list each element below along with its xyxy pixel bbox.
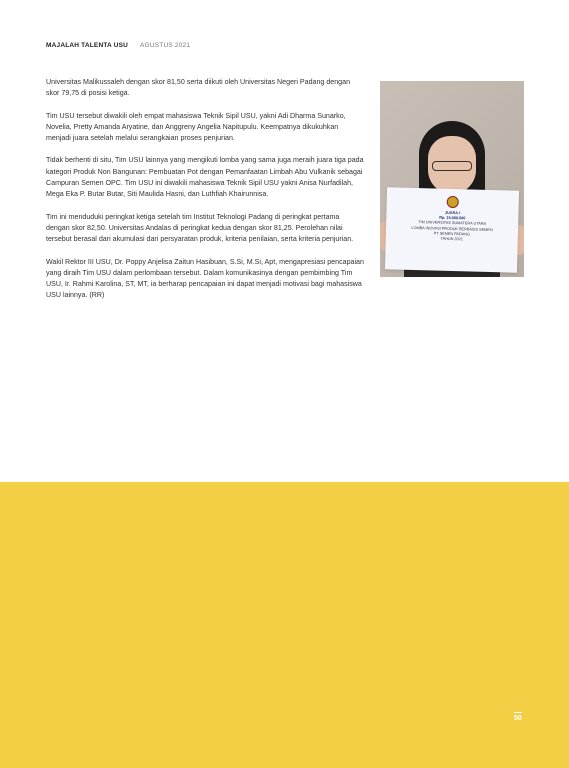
emblem-icon (447, 196, 459, 208)
certificate-line-3: PT SEMEN PADANG (433, 231, 471, 237)
paragraph-5: Wakil Rektor III USU, Dr. Poppy Anjelisa Zaitun Hasibuan, S.Si, M.Si, Apt, mengapresiasi pencapaian yang diraih Tim USU dalam perlombaan tersebut. Dalam komunikasinya dengan pembimbing Tim USU, Ir. Rahmi Karolina, ST, MT, ia berharap pencapaian ini dapat menjadi motivasi bagi mahasiswa USU lainnya. (RR) (46, 257, 364, 300)
certificate-line-2: LOMBA INOVASI PRODUK BERBASIS SEMEN (411, 225, 493, 232)
paragraph-1: Universitas Malikussaleh dengan skor 81,50 serta diikuti oleh Universitas Negeri Padang dengan skor 79,75 di posisi ketiga. (46, 78, 351, 98)
paragraph-2: Tim USU tersebut diwakili oleh empat mahasiswa Teknik Sipil USU, yakni Adi Dharma Sunarko, Novelia, Pretty Amanda Aryatine, dan Anggreny Angelia Napitupulu. Keempatnya dikukuhkan menjadi juara setelah melalui serangkaian proses penjurian. (46, 111, 346, 143)
certificate-line-4: TAHUN 2021 (440, 236, 463, 242)
footer-color-band (0, 482, 569, 768)
certificate-line-1: TIM UNIVERSITAS SUMATERA UTARA (418, 220, 487, 227)
paragraph-4: Tim ini menduduki peringkat ketiga setelah tim Institut Teknologi Padang di peringkat pertama dengan skor 82,50. Universitas Andalas di peringkat kedua dengan skor 81,25. Perolehan nilai tersebut berasal dari akumulasi dari persyaratan produk, kriteria penilaian, serta kriteria penjurian. (46, 212, 354, 244)
magazine-title: MAJALAH TALENTA USU (46, 42, 129, 49)
paragraph-3: Tidak berhenti di situ, Tim USU lainnya yang mengikuti lomba yang sama juga meraih juara tiga pada kategori Produk Non Bangunan: Pembuatan Pot dengan Pemanfaatan Limbah Abu Vulkanik sebagai Campuran Semen OPC. Tim USU ini diwakili mahasiswa Teknik Sipil USU yakni Anisa Nurfadilah, Mega Eka P. Butar Butar, Siti Maulida Hasni, dan Luthfiah Khairunnisa. (46, 156, 364, 199)
page-number: 50 (514, 712, 522, 722)
page-header (46, 42, 190, 49)
article-photo (380, 81, 524, 277)
issue-date: AGUSTUS 2021 (140, 42, 191, 49)
article-body (46, 77, 364, 313)
certificate-amount: Rp. 15.000.000 (439, 215, 466, 221)
certificate-title: JUARA I (444, 210, 461, 216)
glasses-icon (432, 161, 472, 171)
award-certificate (385, 187, 519, 272)
